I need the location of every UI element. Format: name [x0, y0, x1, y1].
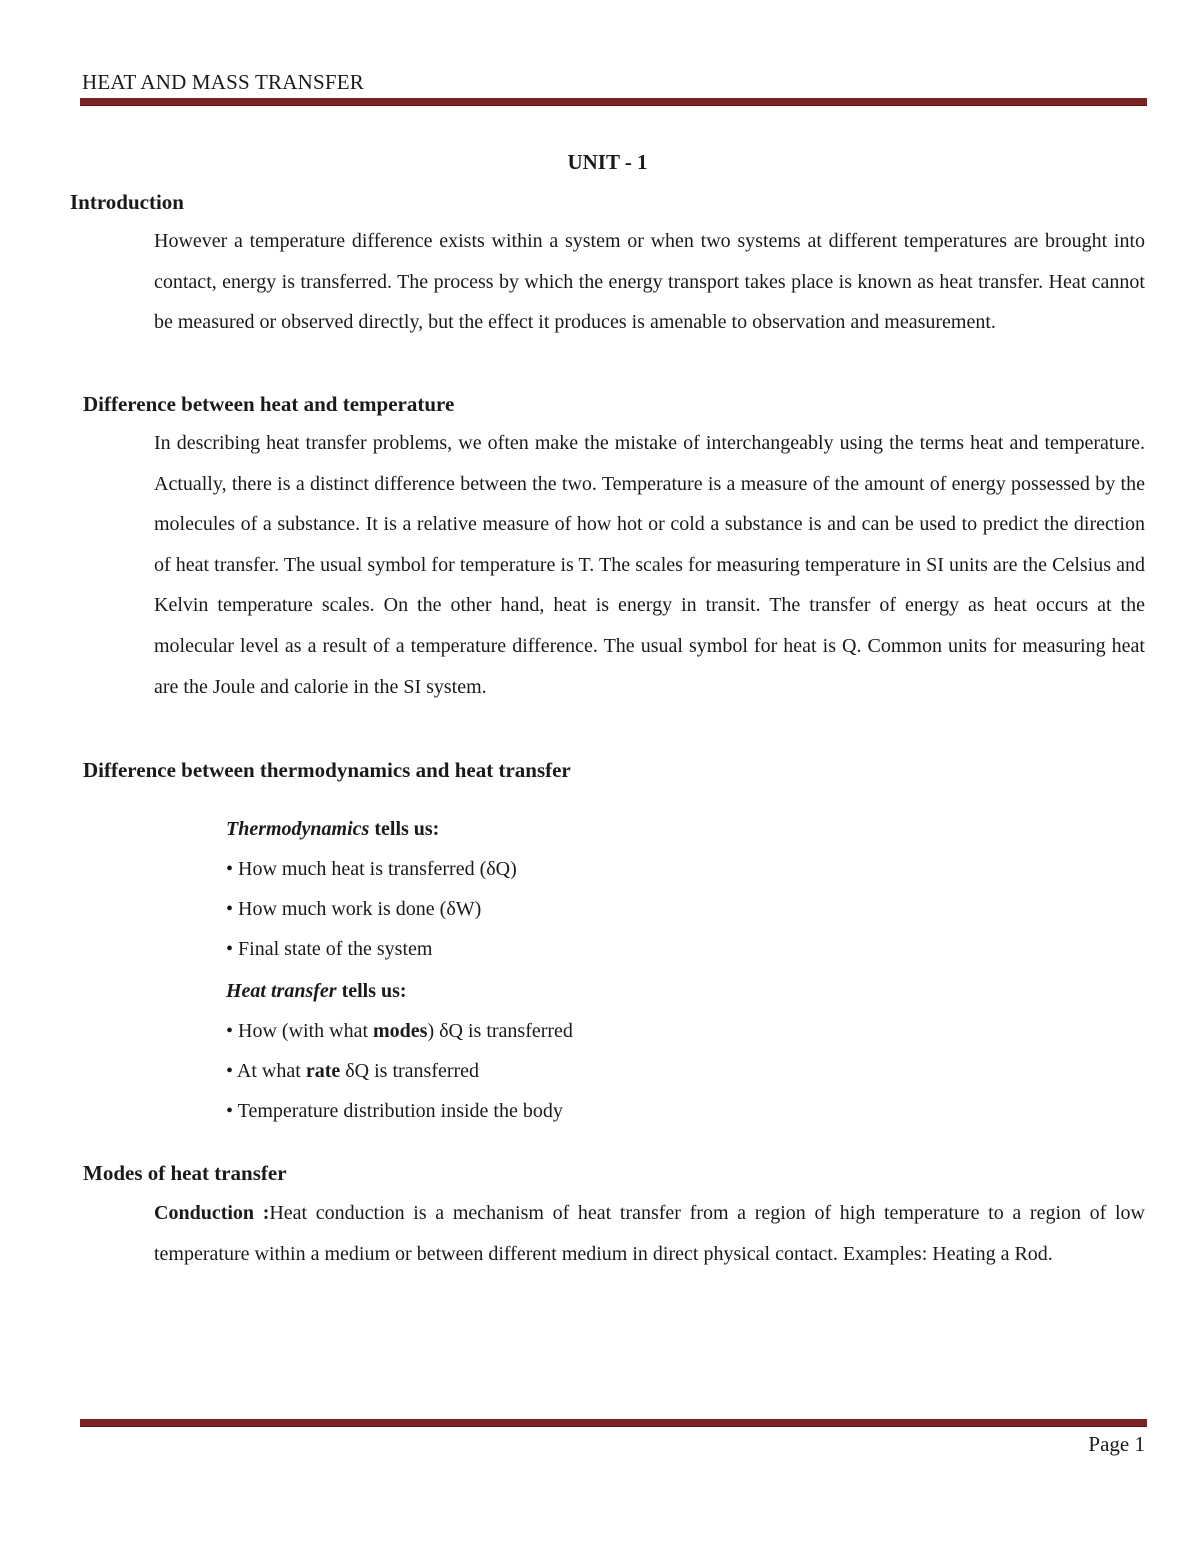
list-item-text: ) δQ is transferred — [427, 1020, 573, 1042]
bullet: • — [226, 1100, 234, 1122]
heat-vs-temperature-paragraph: In describing heat transfer problems, we often make the mistake of interchangeably using the terms heat and temperature. Actually, there is a distinct difference between the two. Temperature is a measure of the amount of energy possessed by the molecules of a substance. It is a relative measure of how hot or cold a substance is and can be used to predict the direction of heat transfer. The usual symbol for temperature is T. The scales for measuring temperature in SI units are the Celsius and Kelvin temperature scales. On the other hand, heat is energy in transit. The transfer of energy as heat occurs at the molecular level as a result of a temperature difference. The usual symbol for heat is Q. Common units for measuring heat are the Joule and calorie in the SI system. — [154, 432, 1145, 698]
bullet: • — [226, 898, 234, 920]
section-heading-thermo-vs-heat-transfer: Difference between thermodynamics and heat transfer — [83, 758, 571, 782]
thermodynamics-subheading — [226, 818, 439, 841]
list-item-text: How (with what — [238, 1020, 373, 1042]
list-item — [226, 1060, 479, 1083]
list-item — [226, 1020, 573, 1043]
introduction-paragraph: However a temperature difference exists within a system or when two systems at different temperatures are brought into contact, energy is transferred. The process by which the energy transport takes place is known as heat transfer. Heat cannot be measured or observed directly, but the effect it produces is amenable to observation and measurement. — [154, 230, 1145, 334]
list-item-text: δQ is transferred — [340, 1060, 480, 1082]
list-item-text: Temperature distribution inside the body — [237, 1100, 563, 1122]
list-item — [226, 1100, 563, 1123]
list-item-text: At what — [236, 1060, 306, 1082]
conduction-paragraph — [154, 1193, 1145, 1274]
conduction-text: Heat conduction is a mechanism of heat transfer from a region of high temperature to a region of low temperature within a medium or between different medium in direct physical contact. Examples: Heating a Rod. — [154, 1202, 1145, 1265]
page-number: Page 1 — [1088, 1432, 1145, 1456]
list-item-text: Final state of the system — [238, 938, 433, 960]
heat-transfer-suffix: tells us: — [336, 980, 407, 1002]
section-heading-modes: Modes of heat transfer — [83, 1161, 287, 1185]
section-heading-introduction: Introduction — [70, 190, 184, 214]
emphasis-modes: modes — [373, 1020, 428, 1042]
bullet: • — [226, 1020, 234, 1042]
thermodynamics-term: Thermodynamics — [226, 818, 370, 840]
list-item — [226, 858, 517, 881]
running-header-title: HEAT AND MASS TRANSFER — [82, 70, 364, 94]
section-heading-heat-vs-temperature: Difference between heat and temperature — [83, 392, 455, 416]
bullet: • — [226, 938, 234, 960]
list-item-text: How much heat is transferred (δQ) — [238, 858, 517, 880]
bullet: • — [226, 1060, 234, 1082]
list-item — [226, 938, 432, 961]
heat-transfer-subheading — [226, 980, 407, 1003]
unit-title: UNIT - 1 — [567, 150, 648, 174]
list-item-text: How much work is done (δW) — [238, 898, 482, 920]
list-item — [226, 898, 481, 921]
heat-transfer-term: Heat transfer — [226, 980, 337, 1002]
conduction-label: Conduction : — [154, 1202, 270, 1224]
thermodynamics-suffix: tells us: — [369, 818, 440, 840]
bullet: • — [226, 858, 234, 880]
header-rule — [80, 98, 1147, 105]
emphasis-rate: rate — [305, 1060, 341, 1082]
footer-rule — [80, 1419, 1147, 1426]
